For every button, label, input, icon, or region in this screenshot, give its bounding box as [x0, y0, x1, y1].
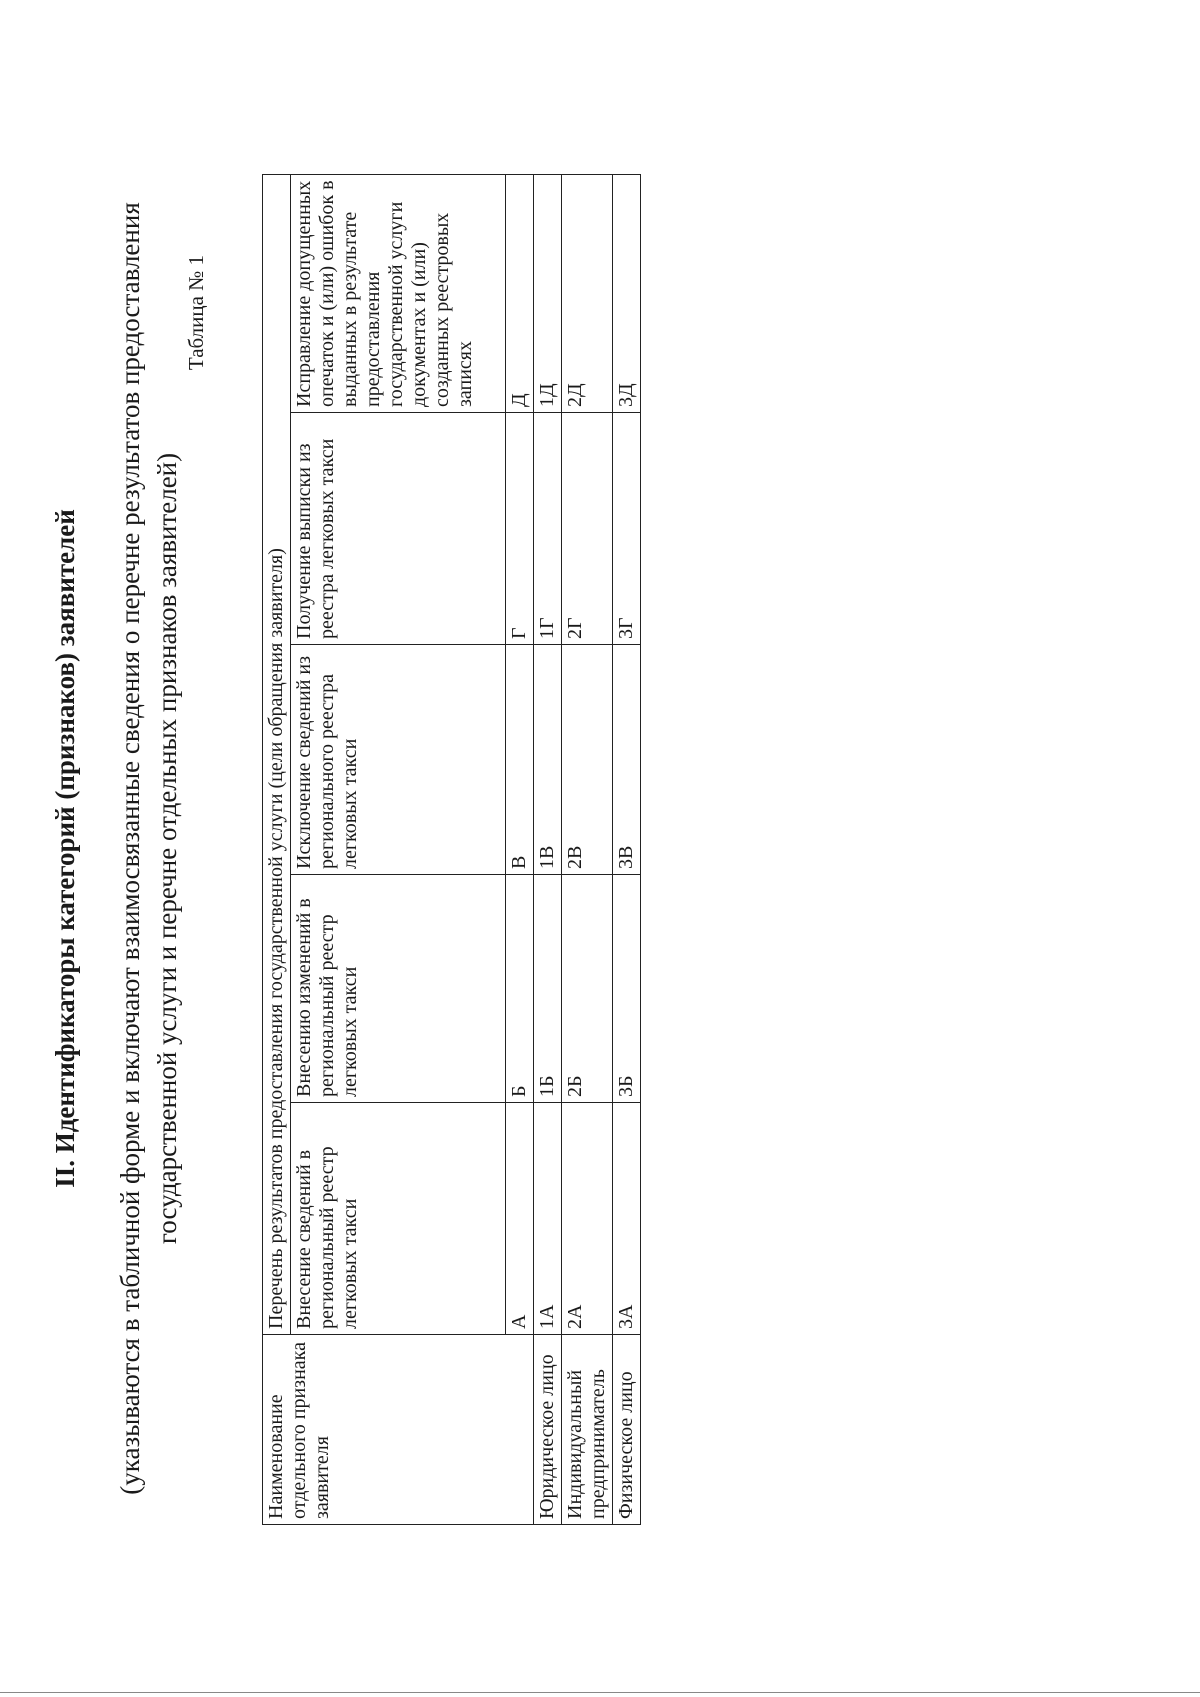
applicant-category-cell: Юридическое лицо	[534, 1335, 562, 1525]
identifier-cell: 3В	[613, 645, 641, 875]
name-column-header: Наименование отдельного признака заявителя	[263, 1335, 534, 1525]
purpose-cell: Исключение сведений из регионального реестра легковых такси	[291, 645, 506, 875]
applicant-categories-table	[262, 174, 641, 1525]
identifier-cell: 1Д	[534, 174, 562, 412]
purpose-cell: Внесение сведений в региональный реестр легковых такси	[291, 1103, 506, 1335]
purpose-cell: Внесению изменений в региональный реестр легковых такси	[291, 875, 506, 1103]
scan-edge-line	[0, 1692, 1200, 1693]
table-row	[613, 174, 641, 1524]
section-title: II. Идентификаторы категорий (признаков) заявителей	[50, 509, 80, 1188]
identifier-cell: 1Б	[534, 875, 562, 1103]
identifier-cell: 2Б	[562, 875, 613, 1103]
table-header-row	[263, 174, 291, 1524]
purpose-header-row	[291, 174, 506, 1524]
subtitle-line-2: государственной услуги и перечне отдельных признаков заявителей)	[152, 452, 182, 1245]
identifier-cell: 2Г	[562, 413, 613, 645]
table-number-label: Таблица № 1	[184, 255, 208, 371]
applicant-category-cell: Физическое лицо	[613, 1335, 641, 1525]
identifier-cell: 3Б	[613, 875, 641, 1103]
code-cell: А	[506, 1103, 534, 1335]
section-subtitle	[112, 0, 186, 1697]
identifier-cell: 2Д	[562, 174, 613, 412]
subtitle-line-1: (указываются в табличной форме и включают взаимосвязанные сведения о перечне результатов предоставления	[115, 202, 145, 1495]
code-row	[506, 174, 534, 1524]
table-row	[562, 174, 613, 1524]
code-cell: Д	[506, 174, 534, 412]
identifier-cell: 3Д	[613, 174, 641, 412]
identifier-cell: 1Г	[534, 413, 562, 645]
applicant-category-cell: Индивидуальный предприниматель	[562, 1335, 613, 1525]
code-cell: В	[506, 645, 534, 875]
identifier-cell: 1А	[534, 1103, 562, 1335]
identifier-cell: 2В	[562, 645, 613, 875]
identifier-cell: 1В	[534, 645, 562, 875]
identifier-cell: 3А	[613, 1103, 641, 1335]
purpose-cell: Исправление допущенных опечаток и (или) ошибок в выданных в результате предоставления государственной услуги документах и (или) созданных реестровых записях	[291, 174, 506, 412]
identifier-cell: 3Г	[613, 413, 641, 645]
code-cell: Б	[506, 875, 534, 1103]
results-group-header: Перечень результатов предоставления государственной услуги (цели обращения заявителя)	[263, 174, 291, 1334]
table-row	[534, 174, 562, 1524]
code-cell: Г	[506, 413, 534, 645]
identifier-cell: 2А	[562, 1103, 613, 1335]
purpose-cell: Получение выписки из реестра легковых такси	[291, 413, 506, 645]
